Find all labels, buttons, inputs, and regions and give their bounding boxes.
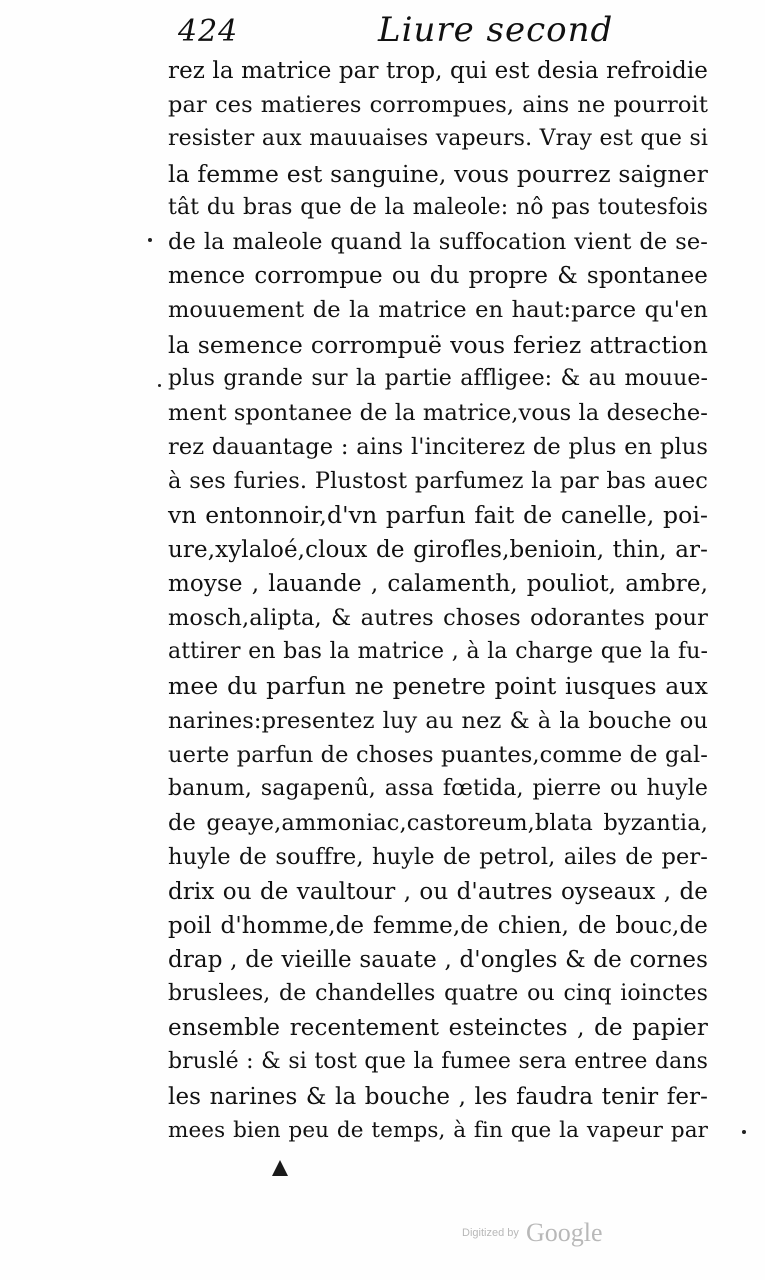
- page-header: [178, 6, 718, 52]
- google-logo: Google: [525, 1218, 603, 1247]
- text-line: huyle de souffre, huyle de petrol, ailes de per-: [168, 844, 708, 871]
- running-head: Liure second: [378, 10, 614, 50]
- text-line: la femme est sanguine, vous pourrez saigner: [168, 159, 708, 188]
- watermark-prefix: Digitized by: [462, 1227, 519, 1239]
- text-line: ensemble recentement esteinctes , de papier: [168, 1015, 708, 1042]
- text-line: vn entonnoir,d'vn parfun fait de canelle, poi-: [168, 501, 708, 530]
- text-line: mees bien peu de temps, à fin que la vapeur par: [168, 1117, 708, 1143]
- text-line: attirer en bas la matrice , à la charge que la fu-: [168, 639, 708, 665]
- text-line: la semence corrompuë vous feriez attraction: [168, 330, 708, 359]
- text-line: poil d'homme,de femme,de chien, de bouc,de: [168, 912, 708, 939]
- page-number: 424: [178, 14, 239, 49]
- text-line: bruslé : & si tost que la fumee sera entree dans: [168, 1049, 708, 1075]
- text-line: mouuement de la matrice en haut:parce qu'en: [168, 297, 708, 324]
- text-line: rez dauantage : ains l'inciterez de plus en plus: [168, 434, 708, 461]
- text-line: mence corrompue ou du propre & spontanee: [168, 263, 708, 290]
- ink-speck: [158, 384, 161, 387]
- text-line: drix ou de vaultour , ou d'autres oyseaux , de: [168, 878, 708, 905]
- text-line: ment spontanee de la matrice,vous la deseche-: [168, 399, 708, 426]
- digitized-watermark: [462, 1218, 603, 1248]
- ink-speck: [742, 1130, 746, 1134]
- text-line: les narines & la bouche , les faudra tenir fer-: [168, 1083, 708, 1110]
- text-line: par ces matieres corrompues, ains ne pourroit: [168, 92, 708, 119]
- text-line: narines:presentez luy au nez & à la bouche ou: [168, 707, 708, 734]
- text-line: banum, sagapenû, assa fœtida, pierre ou huyle: [168, 775, 708, 801]
- text-line: bruslees, de chandelles quatre ou cinq ioinctes: [168, 981, 708, 1007]
- text-line: de la maleole quand la suffocation vient de se-: [168, 228, 708, 255]
- text-line: tât du bras que de la maleole: nô pas toutesfois: [168, 194, 708, 220]
- triangle-mark-icon: [272, 1160, 288, 1176]
- text-line: moyse , lauande , calamenth, pouliot, ambre,: [168, 570, 708, 597]
- text-line: de geaye,ammoniac,castoreum,blata byzantia,: [168, 810, 708, 837]
- text-line: drap , de vieille sauate , d'ongles & de cornes: [168, 946, 708, 973]
- text-line: à ses furies. Plustost parfumez la par bas auec: [168, 468, 708, 495]
- text-line: plus grande sur la partie affligee: & au mouue-: [168, 365, 708, 391]
- ink-speck: [148, 238, 152, 242]
- body-text: [168, 54, 708, 1148]
- text-line: resister aux mauuaises vapeurs. Vray est que si: [168, 126, 708, 152]
- text-line: mee du parfun ne penetre point iusques aux: [168, 672, 708, 701]
- text-line: rez la matrice par trop, qui est desia refroidie: [168, 58, 708, 84]
- text-line: uerte parfun de choses puantes,comme de gal-: [168, 741, 708, 768]
- text-line: mosch,alipta, & autres choses odorantes pour: [168, 605, 708, 631]
- text-line: ure,xylaloé,cloux de girofles,benioin, thin, ar-: [168, 536, 708, 563]
